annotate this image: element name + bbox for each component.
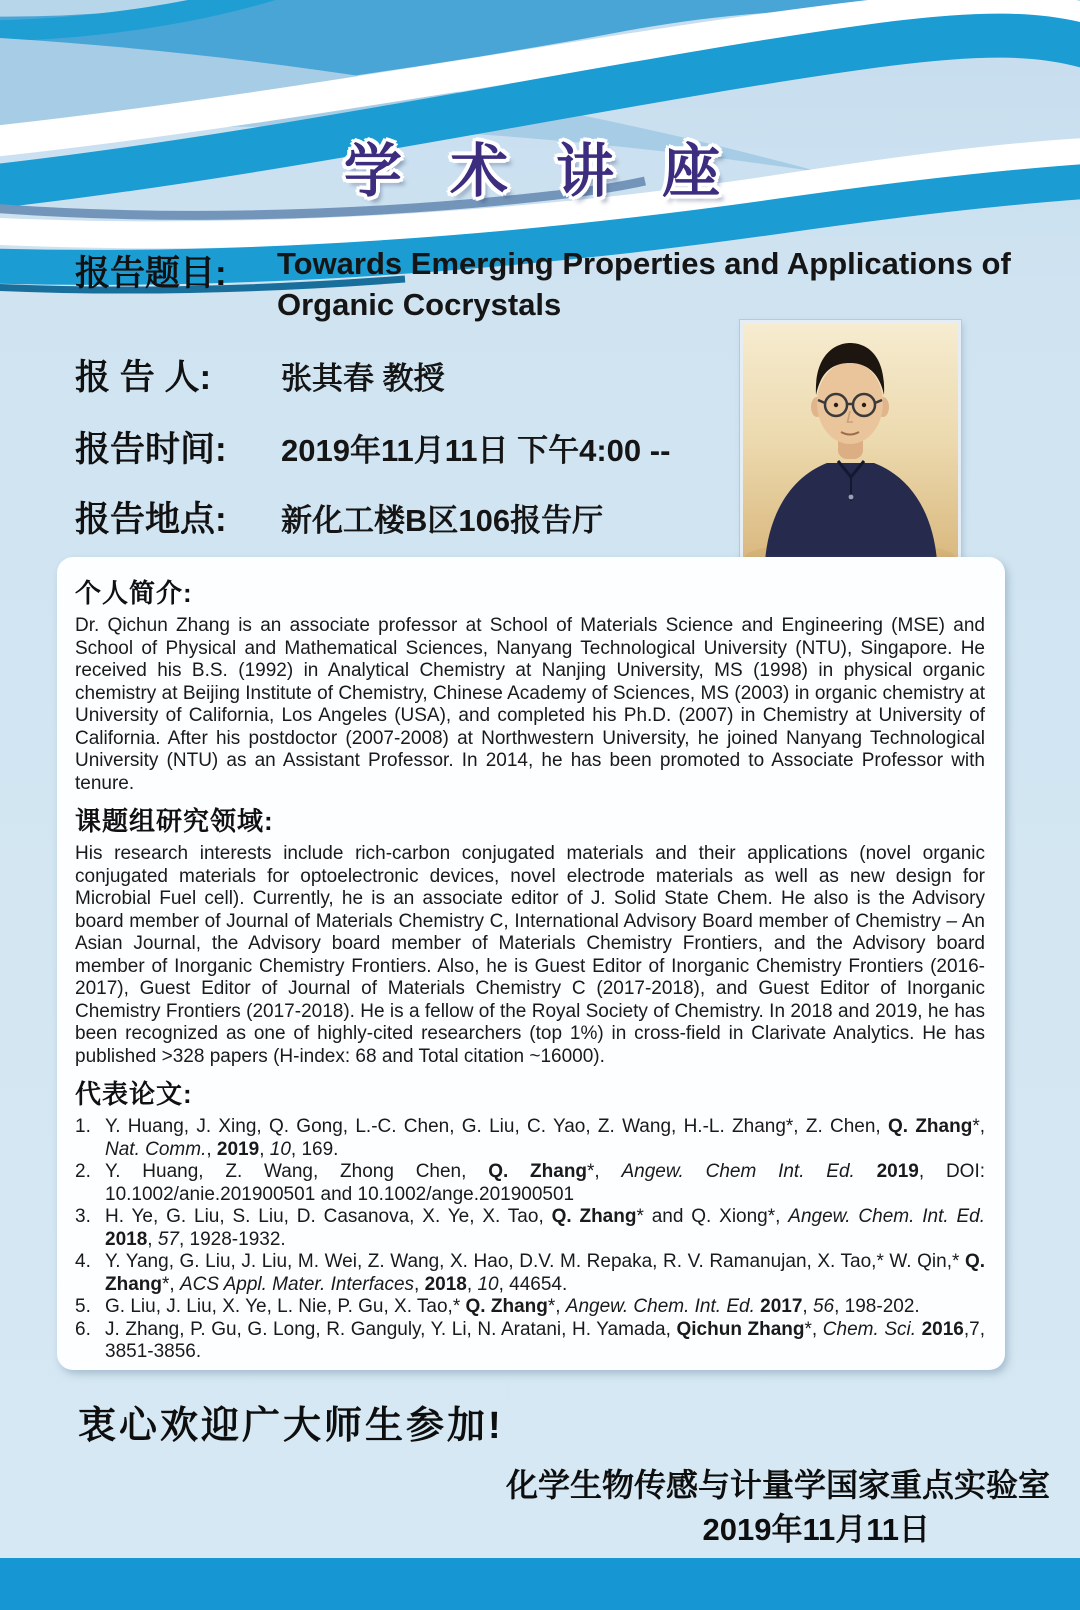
paper-item	[75, 1116, 985, 1161]
paper-citation: Y. Huang, Z. Wang, Zhong Chen, Q. Zhang*, Angew. Chem Int. Ed. 2019, DOI: 10.1002/anie.201900501 and 10.1002/ange.201900501	[105, 1161, 986, 1205]
paper-number: 1.	[75, 1116, 91, 1137]
speaker-label: 报 告 人:	[75, 357, 212, 397]
bio-heading: 个人简介:	[75, 578, 193, 608]
content-card	[57, 557, 1005, 1370]
paper-item	[75, 1251, 985, 1296]
paper-citation: J. Zhang, P. Gu, G. Long, R. Ganguly, Y. Li, N. Aratani, H. Yamada, Qichun Zhang*, Chem. Sci. 2016,7, 3851-3856.	[105, 1318, 986, 1362]
paper-citation: G. Liu, J. Liu, X. Ye, L. Nie, P. Gu, X. Tao,* Q. Zhang*, Angew. Chem. Int. Ed. 2017, 56, 198-202.	[105, 1296, 920, 1317]
welcome-message: 衷心欢迎广大师生参加!	[78, 1405, 504, 1447]
location-value: 新化工楼B区106报告厅	[281, 502, 604, 538]
paper-number: 3.	[75, 1206, 91, 1227]
time-label: 报告时间:	[75, 429, 227, 469]
paper-citation: H. Ye, G. Liu, S. Liu, D. Casanova, X. Ye, X. Tao, Q. Zhang* and Q. Xiong*, Angew. Chem. Int. Ed. 2018, 57, 1928-1932.	[105, 1206, 986, 1250]
paper-citation: Y. Yang, G. Liu, J. Liu, M. Wei, Z. Wang, X. Hao, D.V. M. Repaka, R. V. Ramanujan, X. Tao,* W. Qin,* Q. Zhang*, ACS Appl. Mater. Interfaces, 2018, 10, 44654.	[105, 1251, 985, 1295]
topic-line-1: Towards Emerging Properties and Applications of	[277, 246, 1011, 281]
paper-number: 2.	[75, 1161, 91, 1182]
topic-line-2: Organic Cocrystals	[277, 286, 562, 322]
page-title: 学 术 讲 座	[343, 139, 737, 204]
location-label: 报告地点:	[75, 499, 227, 539]
speaker-photo	[740, 320, 961, 564]
papers-list	[75, 1116, 985, 1364]
paper-item	[75, 1161, 985, 1206]
paper-item	[75, 1319, 985, 1364]
topic-label: 报告题目:	[75, 254, 227, 293]
research-text: His research interests include rich-carbon conjugated materials and their applications (novel organic conjugated materials for optoelectronic devices, novel electrode materials as well as new design for Microbial Fuel cell). Currently, he is an associate editor of J. Solid State Chem. He also is the Advisory board member of Journal of Materials Chemistry C, International Advisory Board member of Chemistry – An Asian Journal, the Advisory board member of Materials Chemistry Frontiers, and the Advisory board member of Inorganic Chemistry Frontiers. Also, he is Guest Editor of Inorganic Chemistry Frontiers (2016-2017), Guest Editor of Journal of Materials Chemistry C (2017-2018), and Guest Editor of Inorganic Chemistry Frontiers (2017-2018). He is a fellow of the Royal Society of Chemistry. In 2018 and 2019, he has been recognized as one of highly-cited researchers (top 1%) in cross-field in Clarivate Analytics. He has published >328 papers (H-index: 68 and Total citation ~16000).	[75, 843, 985, 1067]
papers-heading: 代表论文:	[75, 1079, 193, 1109]
info-row-topic	[75, 246, 1055, 326]
paper-number: 6.	[75, 1318, 91, 1340]
bottom-band	[0, 1558, 1080, 1610]
research-heading: 课题组研究领域:	[75, 806, 274, 836]
bio-text: Dr. Qichun Zhang is an associate professor at School of Materials Science and Engineering (MSE) and School of Physical and Mathematical Sciences, Nanyang Technological University (NTU), Singapore. He received his B.S. (1992) in Analytical Chemistry at Nanjing University, MS (1998) in physical organic chemistry at Beijing Institute of Chemistry, Chinese Academy of Sciences, MS (2003) in organic chemistry at University of California, Los Angeles (USA), and completed his Ph.D. (2007) in Chemistry at University of California. After his postdoctor (2007-2008) at Northwestern University, he joined Nanyang Technological University (NTU) as an Assistant Professor. In 2014, he has been promoted to Associate Professor with tenure.	[75, 615, 985, 794]
lab-name: 化学生物传感与计量学国家重点实验室	[505, 1467, 1050, 1503]
paper-number: 5.	[75, 1296, 91, 1317]
paper-item	[75, 1206, 985, 1251]
topic-value	[277, 244, 1022, 326]
footer-date: 2019年11月11日	[702, 1512, 930, 1547]
time-value: 2019年11月11日 下午4:00 --	[281, 432, 671, 468]
paper-item	[75, 1296, 985, 1319]
paper-citation: Y. Huang, J. Xing, Q. Gong, L.-C. Chen, G. Liu, C. Yao, Z. Wang, H.-L. Zhang*, Z. Chen, Q. Zhang*, Nat. Comm., 2019, 10, 169.	[105, 1116, 985, 1160]
speaker-value: 张其春 教授	[281, 360, 445, 396]
paper-number: 4.	[75, 1251, 91, 1272]
